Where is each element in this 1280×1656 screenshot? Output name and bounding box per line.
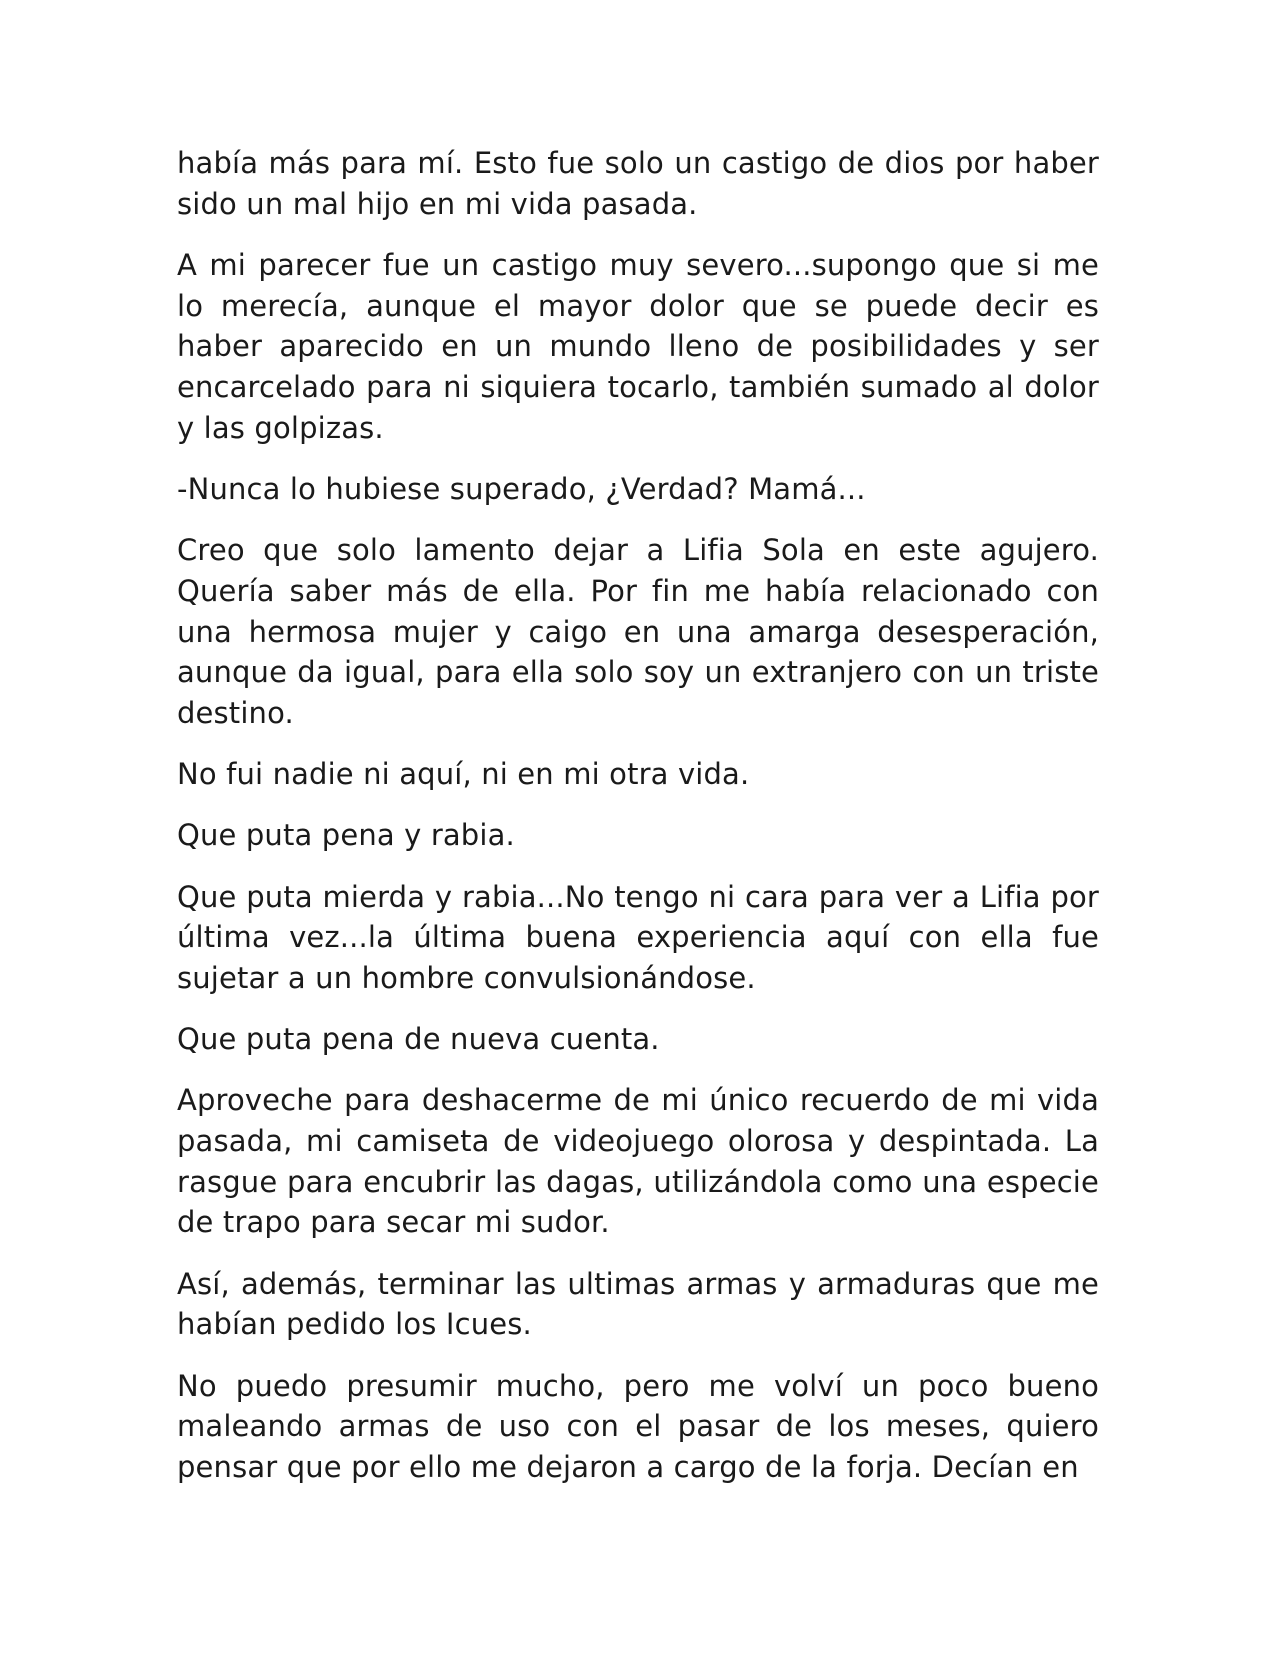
paragraph: -Nunca lo hubiese superado, ¿Verdad? Mamá... [177,471,866,506]
paragraph: Que puta pena de nueva cuenta. [177,1022,660,1057]
paragraph: había más para mí. Esto fue solo un castigo de dios por haber sido un mal hijo en mi vida pasada. [177,146,1099,221]
paragraph: Creo que solo lamento dejar a Lifia Sola en este agujero. Quería saber más de ella. Por fin me había relacionado con una hermosa mujer y caigo en una amarga desesperación, aunque da igual, para ella solo soy un extranjero con un triste destino. [177,533,1099,730]
paragraph: A mi parecer fue un castigo muy severo...supongo que si me lo merecía, aunque el mayor dolor que se puede decir es haber aparecido en un mundo lleno de posibilidades y ser encarcelado para ni siquiera tocarlo, también sumado al dolor y las golpizas. [177,247,1099,445]
paragraph: No fui nadie ni aquí, ni en mi otra vida. [177,757,750,792]
paragraph: Que puta pena y rabia. [177,818,515,853]
paragraph: Aproveche para deshacerme de mi único recuerdo de mi vida pasada, mi camiseta de videojuego olorosa y despintada. La rasgue para encubrir las dagas, utilizándola como una especie de trapo para secar mi sudor. [177,1083,1099,1240]
document-body [177,143,1099,1488]
paragraph: No puedo presumir mucho, pero me volví un poco bueno maleando armas de uso con el pasar de los meses, quiero pensar que por ello me dejaron a cargo de la forja. Decían en [177,1368,1099,1484]
paragraph: Que puta mierda y rabia...No tengo ni cara para ver a Lifia por última vez...la última buena experiencia aquí con ella fue sujetar a un hombre convulsionándose. [177,879,1099,995]
paragraph: Así, además, terminar las ultimas armas y armaduras que me habían pedido los Icues. [177,1266,1099,1342]
